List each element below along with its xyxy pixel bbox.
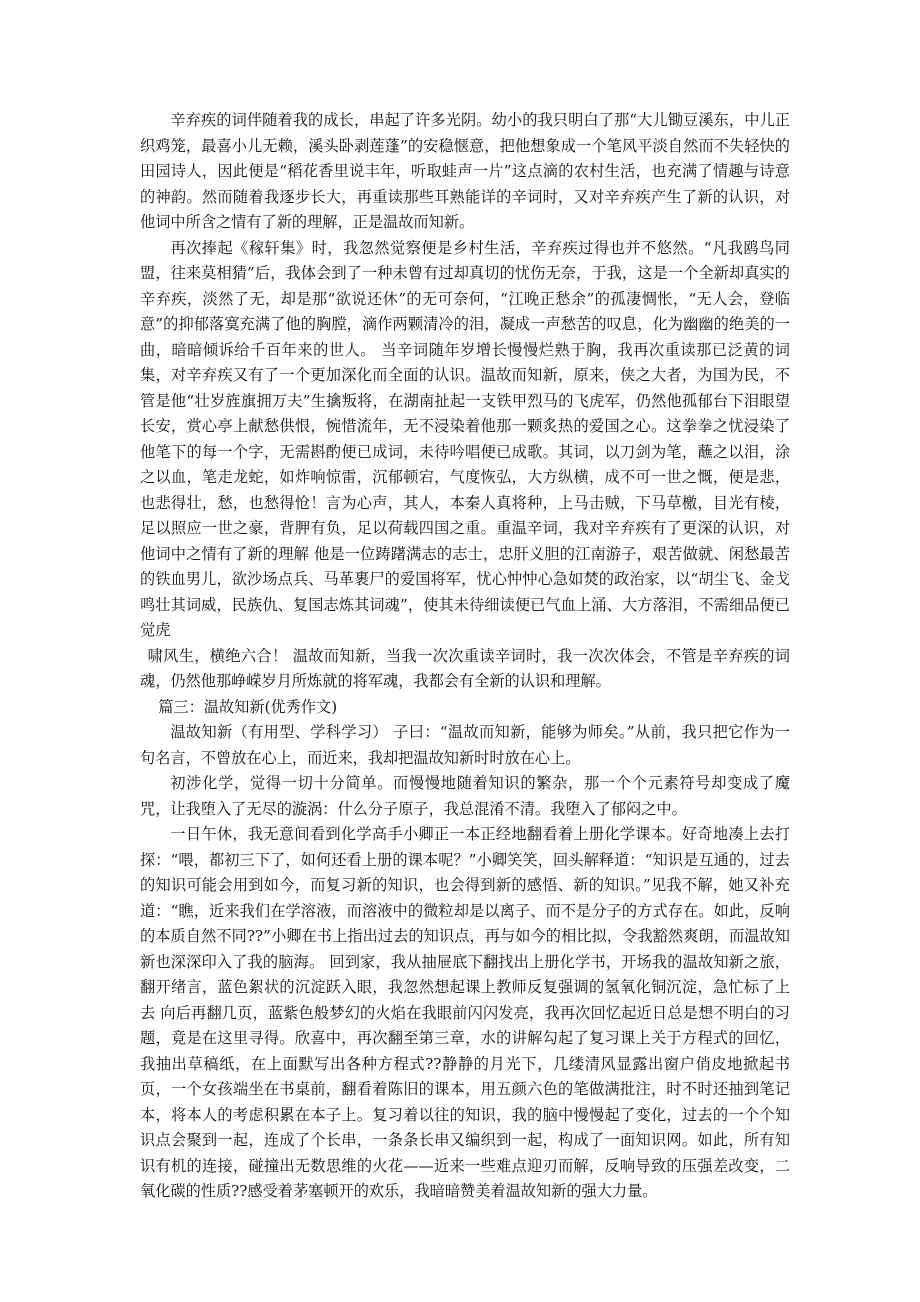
paragraph-confucius-quote: 温故知新（有用型、学科学习） 子曰：“温故而知新，能够为师矣。”从前，我只把它作为一句名言，不曾放在心上，而近来，我却把温故知新时时放在心上。 (140, 723, 790, 767)
paragraph-chemistry-start: 初涉化学，觉得一切十分简单。而慢慢地随着知识的繁杂，那一个个元素符号却变成了魔咒，让我堕入了无尽的漩涡：什么分子原子，我总混淆不清。我堕入了郁闷之中。 (140, 774, 790, 818)
paragraph-tiger-whistle: 啸风生，横绝六合！ 温故而知新，当我一次次重读辛词时，我一次次体会，不管是辛弃疾的词魂，仍然他那峥嵘岁月所炼就的将军魂，我都会有全新的认识和理解。 (140, 646, 790, 690)
paragraph-lunch-break: 一日午休，我无意间看到化学高手小卿正一本正经地翻看着上册化学课本。好奇地凑上去打探：“喂，都初三下了，如何还看上册的课本呢？”小卿笑笑，回头解释道：“知识是互通的，过去的知识可能会用到如今，而复习新的知识，也会得到新的感悟、新的知识。”见我不解，她又补充道：“瞧，近来我们在学溶液，而溶液中的微粒却是以离子、而不是分子的方式存在。如此，反响的本质自然不同??”小卿在书上指出过去的知识点，再与如今的相比拟，令我豁然爽朗，而温故知新也深深印入了我的脑海。 回到家，我从抽屉底下翻找出上册化学书，开场我的温故知新之旅，翻开绪言，蓝色絮状的沉淀跃入眼，我忽然想起课上教师反复强调的氢氧化铜沉淀，急忙标了上去 向后再翻几页，蓝紫色般梦幻的火焰在我眼前闪闪发亮，我再次回忆起近日总是想不明白的习题，竟是在这里寻得。欣喜中，再次翻至第三章，水的讲解勾起了复习课上关于方程式的回忆，我抽出草稿纸，在上面默写出各种方程式??静静的月光下，几缕清风显露出窗户俏皮地掀起书页，一个女孩端坐在书桌前，翻看着陈旧的课本，用五颜六色的笔做满批注，时不时还抽到笔记本，将本人的考虑积累在本子上。复习着以往的知识，我的脑中慢慢起了变化，过去的一个个知识点会聚到一起，连成了个长串，一条条长串又编织到一起，构成了一面知识网。如此，所有知识有机的连接，碰撞出无数思维的火花——近来一些难点迎刃而解，反响导致的压强差改变，二氧化碳的性质??感受着茅塞顿开的欢乐，我暗暗赞美着温故知新的强大力量。 (140, 825, 790, 1200)
paragraph-jiaxuan-collection: 再次捧起《稼轩集》时，我忽然觉察便是乡村生活，辛弃疾过得也并不悠然。“凡我鸥鸟同盟，往来莫相猜”后，我体会到了一种未曾有过却真切的忧伤无奈，于我，这是一个全新却真实的辛弃疾，淡然了无，却是那“欲说还休”的无可奈何，“江晚正愁余”的孤凄惆怅，“无人会，登临意”的抑郁落寞充满了他的胸膛，滴作两颗清冷的泪，凝成一声愁苦的叹息，化为幽幽的绝美的一曲，暗暗倾诉给千百年来的世人。 当辛词随年岁增长慢慢烂熟于胸，我再次重读那已泛黄的词集，对辛弃疾又有了一个更加深化而全面的认识。温故而知新，原来，侠之大者，为国为民，不管是他“壮岁旌旗拥万夫”生擒叛将，在湖南扯起一支铁甲烈马的飞虎军，仍然他孤郁台下泪眼望长安，赏心亭上献愁供恨，惋惜流年，无不浸染着他那一颗炙热的爱国之心。这拳拳之忧浸染了他笔下的每一个字，无需斟酌便已成词，未待吟唱便已成歌。其词，以刀剑为笔，蘸之以泪，涂之以血，笔走龙蛇，如炸响惊雷，沉郁顿宕，气度恢弘，大方纵横，成不可一世之慨，便是悲，也悲得壮，愁，也愁得怆！言为心声，其人，本秦人真将种，上马击贼，下马草檄，目光有棱，足以照应一世之豪，背胛有负，足以荷载四国之重。重温辛词，我对辛弃疾有了更深的认识，对他词中之情有了新的理解 他是一位踌躇满志的志士，忠肝义胆的江南游子，艰苦做就、闲愁最苦的铁血男儿，欲沙场点兵、马革裹尸的爱国将军，忧心忡忡心急如焚的政治家，以“胡尘飞、金戈鸣壮其词威，民族仇、复国志炼其词魂”，使其未待细读便已气血上涌、大方落泪，不需细品便已觉虎 (140, 238, 790, 639)
document-body (140, 108, 790, 1205)
paragraph-xin-qiji-growth: 辛弃疾的词伴随着我的成长，串起了许多光阴。幼小的我只明白了那“大儿锄豆溪东，中儿正织鸡笼，最喜小儿无赖，溪头卧剥莲蓬”的安稳惬意，把他想象成一个笔风平淡自然而不失轻快的田园诗人，因此便是“稻花香里说丰年，听取蛙声一片”这点滴的农村生活，也充满了情趣与诗意的神韵。然而随着我逐步长大，再重读那些耳熟能详的辛词时，又对辛弃疾产生了新的认识，对他词中所含之情有了新的理解，正是温故而知新。 (140, 111, 790, 231)
section-title: 篇三：温故知新(优秀作文) (158, 697, 338, 716)
